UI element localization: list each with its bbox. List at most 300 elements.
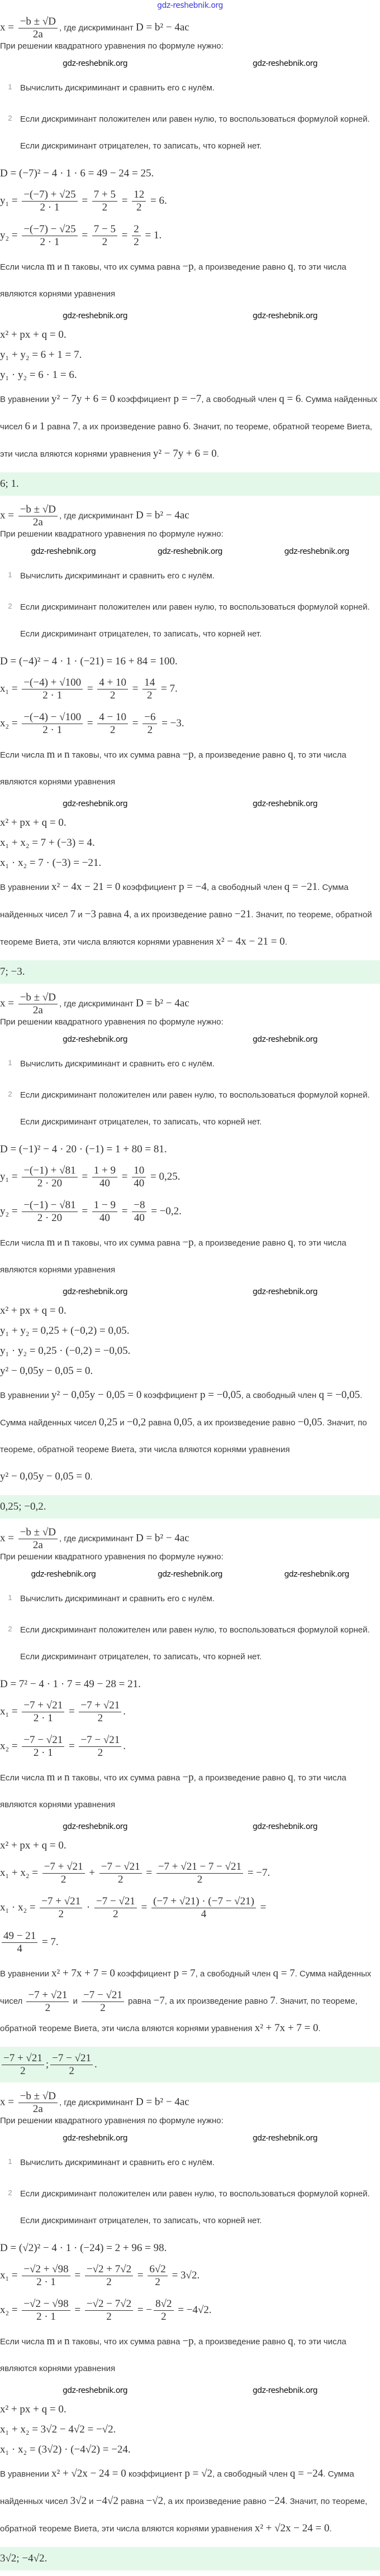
vieta-equation xyxy=(0,325,380,344)
math-expression: y₁ + y₂ = 0,25 + (−0,2) = 0,05. xyxy=(0,1325,130,1337)
math-expression: . xyxy=(123,1706,126,1717)
fraction-denominator: 2 xyxy=(147,724,153,736)
watermark-text: gdz-reshebnik.org xyxy=(253,2386,317,2395)
text-run: равна xyxy=(125,1996,154,2006)
fraction xyxy=(18,992,58,1016)
text-run: . Значит, по теореме, обратной теореме Виета, эти числа вляются корнями уравнения xyxy=(0,2497,368,2534)
text-run: , а произведение равно xyxy=(193,2337,288,2347)
text-run: , то эти числа являются корнями уравнения xyxy=(0,1238,346,1275)
step-number: 1 xyxy=(8,1593,12,1602)
conclusion-text xyxy=(0,386,380,468)
fraction-denominator: 2 · 1 xyxy=(36,2310,56,2323)
math-expression: x₂ = xyxy=(0,717,21,729)
math-expression: = xyxy=(119,229,131,241)
fraction xyxy=(92,189,117,214)
text-run: равна xyxy=(146,1418,174,1428)
fraction-numerator: −√2 + 7√2 xyxy=(85,2263,133,2276)
math-expression: = −0,2. xyxy=(148,1205,182,1217)
step-item xyxy=(0,1051,380,1078)
math-expression: = xyxy=(143,1867,155,1879)
answer-box xyxy=(0,472,380,496)
fraction-denominator: 4 xyxy=(201,1908,207,1920)
math-line xyxy=(0,1362,380,1381)
fraction-denominator: 2a xyxy=(32,1539,43,1551)
fraction-numerator: −√2 + √98 xyxy=(22,2263,70,2276)
vieta-equation xyxy=(0,1301,380,1320)
math-expression: q = −21 xyxy=(284,881,318,893)
math-line xyxy=(0,366,380,385)
math-line xyxy=(0,1195,380,1228)
text-run: . xyxy=(90,1472,93,1482)
watermark-row xyxy=(0,52,380,75)
watermark-text: gdz-reshebnik.org xyxy=(63,59,127,68)
watermark-text: gdz-reshebnik.org xyxy=(63,799,127,808)
solution-section xyxy=(0,2088,380,2570)
fraction-numerator: −7 − √21 xyxy=(79,1734,121,1747)
math-expression: D = b² − 4ac xyxy=(135,21,189,33)
math-expression: x = xyxy=(0,2096,17,2108)
fraction-numerator: 7 + 5 xyxy=(92,189,117,202)
math-expression: x₂ = xyxy=(0,2304,21,2316)
solution-section xyxy=(0,13,380,496)
math-expression: x₁ = xyxy=(0,683,21,695)
watermark-text: gdz-reshebnik.org xyxy=(253,59,317,68)
fraction-numerator: 49 − 21 xyxy=(2,1930,37,1943)
watermark-text: gdz-reshebnik.org xyxy=(63,1035,127,1044)
math-expression: x₁ + x₂ = 7 + (−3) = 4. xyxy=(0,837,95,849)
steps-list xyxy=(0,1051,380,1136)
math-expression: = xyxy=(79,229,91,241)
step-item xyxy=(0,1617,380,1670)
math-expression: p = −4 xyxy=(178,881,207,893)
text-run: и xyxy=(70,1996,80,2006)
fraction-numerator: −(−1) − √81 xyxy=(22,1199,77,1212)
text-run: равна xyxy=(45,422,73,432)
math-expression: m xyxy=(46,261,55,272)
answer-box xyxy=(0,960,380,984)
fraction-denominator: 2 · 20 xyxy=(37,1177,63,1189)
math-line xyxy=(0,707,380,740)
fraction-numerator: −7 − √21 xyxy=(99,1861,142,1874)
fraction xyxy=(79,1734,121,1759)
math-expression: q = 7 xyxy=(273,1967,295,1979)
text-run: В уравнении xyxy=(0,1969,51,1979)
math-expression: = 0,25. xyxy=(148,1171,180,1182)
text-run: , а свободный член xyxy=(241,1391,319,1400)
math-expression: = xyxy=(138,1902,150,1913)
text-run: Если числа xyxy=(0,262,47,272)
math-expression: . xyxy=(123,1740,126,1752)
fraction-denominator: 2 · 1 xyxy=(42,724,63,736)
watermark-text: gdz-reshebnik.org xyxy=(31,1570,96,1579)
math-expression: = xyxy=(130,683,141,695)
fraction-denominator: 2 xyxy=(60,1873,66,1885)
math-line xyxy=(0,2440,380,2459)
fraction-numerator: −8 xyxy=(132,1199,146,1212)
math-expression: x₁ + x₂ = 3√2 − 4√2 = −√2. xyxy=(0,2424,116,2435)
intro-text: При решении квадратного уравнения по формуле нужно: xyxy=(0,41,224,51)
answer-box xyxy=(0,1495,380,1519)
math-expression: y₁ + y₂ = 6 + 1 = 7. xyxy=(0,349,82,361)
watermark-text: gdz-reshebnik.org xyxy=(63,312,127,320)
text-run: В уравнении xyxy=(0,2469,51,2479)
math-expression: = 7. xyxy=(158,683,178,695)
watermark-text: gdz-reshebnik.org xyxy=(284,547,349,556)
step-item xyxy=(0,106,380,160)
fraction-numerator: 2 xyxy=(132,223,141,236)
text-run: , а их произведение равно xyxy=(164,1996,270,2006)
math-expression: = xyxy=(66,1706,78,1717)
fraction-denominator: 2 xyxy=(20,2065,26,2077)
math-expression: x₁ = xyxy=(0,2269,21,2281)
fraction-denominator: 2 xyxy=(134,236,139,248)
math-line xyxy=(0,184,380,218)
step-number: 1 xyxy=(8,2157,12,2166)
math-expression: D = b² − 4ac xyxy=(135,1532,189,1544)
math-line xyxy=(0,1342,380,1361)
text-run: Если числа xyxy=(0,2337,47,2347)
text-run: . xyxy=(329,2524,332,2534)
step-text: Если дискриминант положителен или равен нулю, то воспользоваться формулой корней. Если дискриминант отрицателен, то записать, что корней нет. xyxy=(20,1090,370,1127)
fraction-denominator: 2 xyxy=(102,201,108,213)
watermark-text: gdz-reshebnik.org xyxy=(63,1822,127,1831)
math-line xyxy=(0,1321,380,1340)
text-run: . Значит, по теореме, обратной теореме Виета, эти числа вляются корнями уравнения xyxy=(0,1418,367,1454)
math-expression: x₁ · x₂ = xyxy=(0,1902,39,1913)
conclusion-text xyxy=(0,1960,380,2042)
fraction xyxy=(18,2090,58,2115)
math-expression: −p xyxy=(182,261,194,272)
step-item xyxy=(0,1082,380,1136)
text-run: Если числа xyxy=(0,750,47,760)
text-run: коэффициент xyxy=(120,883,179,892)
vieta-equation xyxy=(0,2400,380,2419)
fraction xyxy=(40,1895,82,1921)
watermark-text: gdz-reshebnik.org xyxy=(157,1570,222,1579)
text-run: , а их произведение равно xyxy=(192,1418,298,1428)
math-expression: q xyxy=(288,1771,293,1783)
fraction-denominator: 2a xyxy=(32,516,43,528)
math-expression: D = b² − 4ac xyxy=(135,997,189,1009)
math-expression: · xyxy=(84,1902,93,1913)
fraction xyxy=(132,189,146,214)
step-item xyxy=(0,563,380,590)
text-run: Если числа xyxy=(0,1238,47,1248)
text-run: . Значит, по теореме, обратной теореме Виета, эти числа вляются корнями уравнения xyxy=(0,910,372,947)
fraction-numerator: −7 + √21 − 7 − √21 xyxy=(156,1861,243,1874)
math-expression: n xyxy=(64,2335,70,2347)
fraction-denominator: 2 xyxy=(97,1746,103,1759)
math-expression: −3 xyxy=(84,908,97,920)
step-item xyxy=(0,2149,380,2176)
step-text: Вычислить дискриминант и сравнить его с нулём. xyxy=(20,1594,215,1603)
text-run: . xyxy=(284,937,287,947)
math-expression: = xyxy=(79,195,91,207)
text-run: , где дискриминант xyxy=(59,999,136,1009)
math-expression: x₁ = xyxy=(0,1706,21,1717)
fraction-numerator: −b ± √D xyxy=(18,1526,58,1539)
fraction xyxy=(22,677,83,702)
math-expression: −p xyxy=(182,749,194,760)
math-expression: q xyxy=(288,749,293,760)
text-run: и xyxy=(30,422,40,432)
watermark-row xyxy=(0,1818,380,1835)
fraction xyxy=(2,1930,37,1955)
math-line xyxy=(0,346,380,365)
fraction-numerator: −7 + √21 xyxy=(42,1861,85,1874)
math-expression: ; xyxy=(45,2058,49,2070)
watermark-row xyxy=(0,540,380,563)
math-expression: = 3√2. xyxy=(169,2269,200,2281)
math-line xyxy=(0,1891,380,1924)
fraction xyxy=(92,1199,117,1224)
math-line xyxy=(0,652,380,671)
step-text: Вычислить дискриминант и сравнить его с нулём. xyxy=(20,2158,215,2167)
math-expression: x² + √2x − 24 = 0 xyxy=(51,2468,126,2479)
math-expression: n xyxy=(64,749,70,760)
math-expression: 7; −3. xyxy=(0,966,25,978)
vieta-theorem-text xyxy=(0,253,380,308)
text-run: и xyxy=(55,750,65,760)
math-expression: 1 xyxy=(39,420,45,432)
text-run: и xyxy=(75,910,85,920)
fraction-numerator: −b ± √D xyxy=(18,504,58,516)
math-expression: q xyxy=(288,1237,293,1248)
vieta-theorem-text xyxy=(0,741,380,796)
text-run: , а свободный член xyxy=(201,395,279,404)
text-run: , а произведение равно xyxy=(193,262,288,272)
step-number: 2 xyxy=(8,1090,12,1098)
math-expression: x² + 7x + 7 = 0 xyxy=(254,2022,319,2034)
math-line xyxy=(0,2239,380,2258)
math-expression: D = (√2)² − 4 · 1 · (−24) = 2 + 96 = 98. xyxy=(0,2242,167,2254)
fraction xyxy=(22,1734,64,1759)
fraction-numerator: −7 − √21 xyxy=(94,1895,137,1908)
watermark-text: gdz-reshebnik.org xyxy=(253,799,317,808)
quadratic-formula xyxy=(0,501,380,528)
math-expression: = xyxy=(79,1205,91,1217)
math-expression: p = √2 xyxy=(184,2468,213,2479)
math-expression: m xyxy=(46,1237,55,1248)
quadratic-formula xyxy=(0,13,380,40)
fraction xyxy=(22,223,77,248)
math-expression: m xyxy=(46,1771,55,1783)
math-expression: = −3. xyxy=(159,717,184,729)
fraction-denominator: 2 · 20 xyxy=(37,1212,63,1224)
step-text: Если дискриминант положителен или равен нулю, то воспользоваться формулой корней. Если дискриминант отрицателен, то записать, что корней нет. xyxy=(20,1625,370,1662)
fraction-denominator: 2 xyxy=(106,2276,112,2288)
watermark-text: gdz-reshebnik.org xyxy=(63,2386,127,2395)
text-run: , а произведение равно xyxy=(193,1773,288,1783)
math-expression: −7 xyxy=(153,1995,165,2007)
intro-text: При решении квадратного уравнения по формуле нужно: xyxy=(0,1552,224,1562)
fraction-numerator: −(−4) − √100 xyxy=(22,711,83,724)
vieta-theorem-text xyxy=(0,1229,380,1284)
text-run: и xyxy=(55,262,65,272)
math-expression: D = 7² − 4 · 1 · 7 = 49 − 28 = 21. xyxy=(0,1678,141,1690)
watermark-row xyxy=(0,1028,380,1051)
math-expression: x = xyxy=(0,21,17,33)
math-expression: y² − 0,05y − 0,05 = 0. xyxy=(0,1365,93,1377)
step-number: 1 xyxy=(8,1059,12,1067)
text-run: . Значит, по теореме, обратной теореме Виета, эти числа вляются корнями уравнения xyxy=(0,422,373,459)
math-expression: D = (−4)² − 4 · 1 · (−21) = 16 + 84 = 100. xyxy=(0,655,178,667)
fraction xyxy=(22,1199,77,1224)
fraction xyxy=(148,2263,167,2288)
text-run: коэффициент xyxy=(141,1391,200,1400)
fraction xyxy=(85,2263,133,2288)
text-run: . xyxy=(318,2024,321,2033)
fraction xyxy=(42,1861,85,1886)
text-run: , где дискриминант xyxy=(59,1534,136,1544)
watermark-text: gdz-reshebnik.org xyxy=(157,547,222,556)
fraction-numerator: −7 − √21 xyxy=(22,1734,64,1747)
fraction-numerator: −(−7) + √25 xyxy=(22,189,77,202)
math-expression: 4 xyxy=(124,908,130,920)
text-run: и xyxy=(55,1238,65,1248)
steps-list xyxy=(0,2149,380,2234)
math-expression: y² − 0,05y − 0,05 = 0 xyxy=(0,1471,91,1482)
fraction-denominator: 2 xyxy=(161,2310,167,2323)
fraction-numerator: −(−1) + √81 xyxy=(22,1165,77,1177)
math-line xyxy=(0,2420,380,2439)
text-run: В уравнении xyxy=(0,1391,51,1400)
fraction-numerator: 14 xyxy=(142,677,156,690)
fraction-denominator: 2 · 1 xyxy=(33,1712,53,1724)
vieta-theorem-text xyxy=(0,1764,380,1818)
math-line xyxy=(0,854,380,873)
steps-list xyxy=(0,75,380,160)
fraction-numerator: −7 − √21 xyxy=(50,2052,93,2065)
watermark-row xyxy=(0,1563,380,1586)
math-expression: y² − 7y + 6 = 0 xyxy=(51,393,115,405)
answer-box xyxy=(0,2047,380,2082)
math-expression: D = (−1)² − 4 · 20 · (−1) = 1 + 80 = 81. xyxy=(0,1143,167,1155)
text-run: , а произведение равно xyxy=(193,750,288,760)
math-expression: = xyxy=(66,1740,78,1752)
math-expression: x₁ · x₂ = 7 · (−3) = −21. xyxy=(0,857,102,869)
fraction-denominator: 2 xyxy=(97,1712,103,1724)
math-expression: n xyxy=(64,1771,70,1783)
math-expression: x² + px + q = 0. xyxy=(0,1305,66,1316)
fraction-denominator: 40 xyxy=(99,1177,110,1189)
fraction-numerator: −7 − √21 xyxy=(82,1989,124,2002)
conclusion-text xyxy=(0,2460,380,2543)
step-text: Если дискриминант положителен или равен нулю, то воспользоваться формулой корней. Если дискриминант отрицателен, то записать, что корней нет. xyxy=(20,114,370,151)
math-expression: −√2 xyxy=(146,2495,164,2507)
quadratic-formula xyxy=(0,1524,380,1551)
fraction xyxy=(92,1165,117,1190)
math-expression: 7 xyxy=(270,1995,276,2007)
step-text: Вычислить дискриминант и сравнить его с нулём. xyxy=(20,1059,215,1069)
watermark-row xyxy=(0,308,380,324)
math-expression: 3√2 xyxy=(70,2495,87,2507)
fraction-numerator: 6√2 xyxy=(148,2263,167,2276)
math-expression: −0,05 xyxy=(297,1416,322,1428)
fraction-numerator: 12 xyxy=(132,189,146,202)
steps-list xyxy=(0,563,380,648)
step-text: Вычислить дискриминант и сравнить его с нулём. xyxy=(20,571,215,581)
fraction-numerator: −7 + √21 xyxy=(79,1699,121,1712)
fraction-numerator: −√2 − 7√2 xyxy=(85,2298,133,2311)
fraction xyxy=(132,1165,146,1190)
math-expression: x² − 4x − 21 = 0 xyxy=(216,936,285,947)
math-expression: x₂ = xyxy=(0,1740,21,1752)
text-run: , а произведение равно xyxy=(193,1238,288,1248)
fraction xyxy=(132,1199,146,1224)
fraction-numerator: −√2 − √98 xyxy=(22,2298,70,2311)
fraction-denominator: 2 xyxy=(155,2276,160,2288)
text-run: , а свободный член xyxy=(195,1969,273,1979)
text-run: . Значит, по теореме, обратной теореме Виета, эти числа вляются корнями уравнения xyxy=(0,1996,358,2033)
vieta-theorem-text xyxy=(0,2328,380,2382)
fraction-denominator: 2a xyxy=(32,2103,43,2115)
math-expression: q = 6 xyxy=(279,393,301,405)
fraction xyxy=(142,711,157,736)
fraction xyxy=(142,677,156,702)
quadratic-formula xyxy=(0,989,380,1016)
math-line xyxy=(0,1926,380,1959)
math-expression: y₁ = xyxy=(0,195,21,207)
math-expression: y₂ = xyxy=(0,1205,21,1217)
conclusion-text xyxy=(0,874,380,956)
fraction-denominator: 2 · 1 xyxy=(42,689,63,701)
watermark-row xyxy=(0,2127,380,2149)
text-run: таковы, что их сумма равна xyxy=(69,262,183,272)
fraction xyxy=(22,189,77,214)
math-expression: x² + px + q = 0. xyxy=(0,329,66,341)
intro-text: При решении квадратного уравнения по формуле нужно: xyxy=(0,1017,224,1027)
fraction-numerator: (−7 + √21) · (−7 − √21) xyxy=(151,1895,256,1908)
fraction-denominator: 2 · 1 xyxy=(33,1746,53,1759)
fraction xyxy=(79,1699,121,1725)
fraction xyxy=(92,223,117,248)
math-expression: 0,25 xyxy=(98,1416,118,1428)
math-expression: x² + √2x − 24 = 0 xyxy=(254,2522,330,2534)
math-expression: x = xyxy=(0,1532,17,1544)
math-expression: m xyxy=(46,749,55,760)
text-run: равна xyxy=(96,910,124,920)
text-run: , где дискриминант xyxy=(59,2098,136,2108)
math-expression: = xyxy=(84,683,96,695)
fraction-denominator: 2 xyxy=(100,2002,106,2014)
math-expression: −24 xyxy=(268,2495,286,2507)
solution-content xyxy=(0,13,380,2570)
vieta-equation xyxy=(0,1836,380,1855)
fraction-denominator: 2 · 1 xyxy=(40,201,60,213)
fraction xyxy=(151,1895,256,1921)
text-run: , то эти числа являются корнями уравнения xyxy=(0,2337,346,2373)
text-run: . Сумма найденных чисел xyxy=(0,2469,354,2506)
math-expression: = 7. xyxy=(39,1936,59,1948)
text-run: таковы, что их сумма равна xyxy=(69,1238,183,1248)
math-expression: D = b² − 4ac xyxy=(135,509,189,521)
fraction-denominator: 2 · 1 xyxy=(40,236,60,248)
solution-section xyxy=(0,989,380,1519)
fraction-numerator: −b ± √D xyxy=(18,992,58,1004)
math-expression: . xyxy=(94,2058,97,2070)
fraction xyxy=(94,1895,137,1921)
text-run: , то эти числа являются корнями уравнения xyxy=(0,750,346,787)
watermark-text: gdz-reshebnik.org xyxy=(63,1287,127,1296)
math-expression: −p xyxy=(182,1237,194,1248)
text-run: , то эти числа являются корнями уравнения xyxy=(0,1773,346,1809)
text-run: , а их произведение равно xyxy=(78,422,183,432)
watermark-text: gdz-reshebnik.org xyxy=(253,1287,317,1296)
math-expression: 0,05 xyxy=(173,1416,193,1428)
math-expression: = −7. xyxy=(245,1867,270,1879)
fraction-denominator: 2 xyxy=(197,1873,203,1885)
